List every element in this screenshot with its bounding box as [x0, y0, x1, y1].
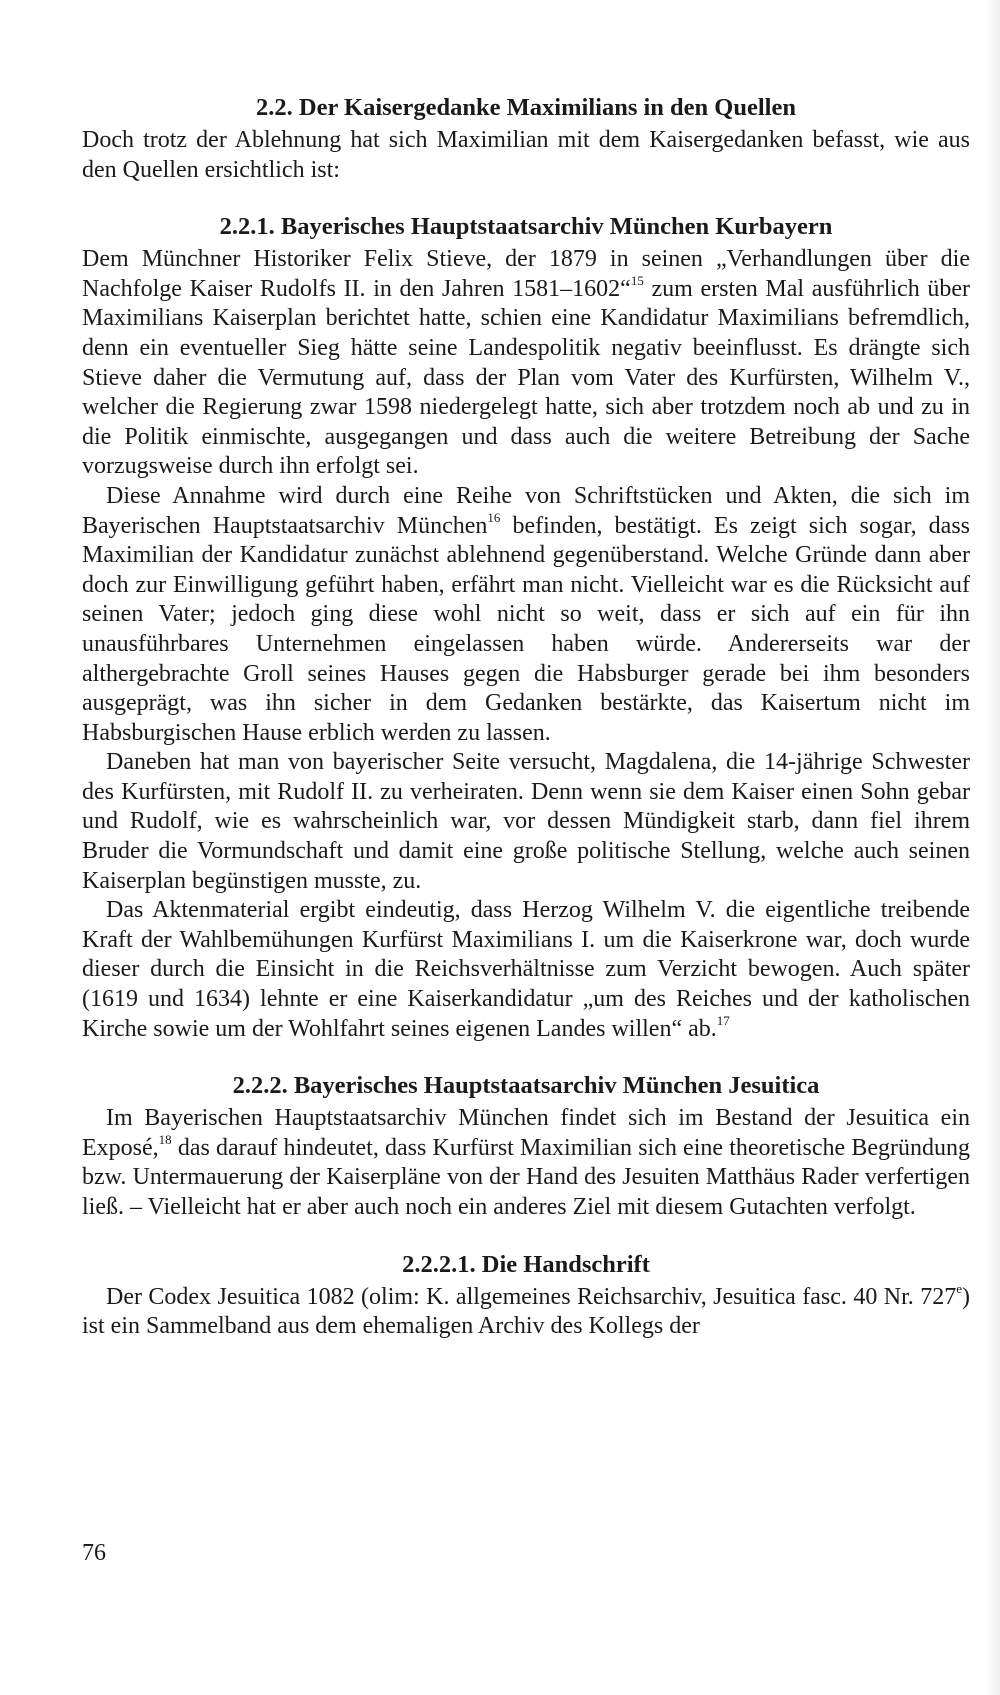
paragraph-text: ) ist ein Sammelband aus dem ehemaligen Archiv des Kollegs der [82, 1283, 970, 1340]
paragraph-codex [82, 1280, 970, 1342]
footnote-marker: 15 [630, 272, 644, 288]
footnote-marker: 18 [158, 1131, 172, 1147]
footnote-marker: 17 [716, 1012, 730, 1028]
page-body [82, 88, 970, 1342]
paragraph-text: Diese Annahme wird durch eine Reihe von Schriftstücken und Akten, die sich im Bayerischen Hauptstaatsarchiv München [82, 482, 970, 539]
superscript-marker: e [956, 1280, 962, 1296]
paragraph-expose [82, 1104, 970, 1222]
paragraph-text: befinden, bestätigt. Es zeigt sich sogar, dass Maximilian der Kandidatur zunächst ablehnend gegenüberstand. Welche Gründe dann aber doch zur Einwilligung geführt haben, erfährt man nicht. Vielleicht war es die Rücksicht auf seinen Vater; jedoch ging diese wohl nicht so weit, dass er sich auf ein für ihn unausführbares Unternehmen eingelassen haben würde. Andererseits war der althergebrachte Groll seines Hauses gegen die Habsburger gerade bei ihm besonders ausgeprägt, was ihn sicher in dem Gedanken bestärkte, das Kaisertum nicht im Habsburgischen Hause erblich werden zu lassen. [82, 512, 970, 746]
paragraph-text: Dem Münchner Historiker Felix Stieve, der 1879 in seinen „Verhandlungen über die Nachfolge Kaiser Rudolfs II. in den Jahren 1581–1602“ [82, 246, 970, 302]
paragraph-stieve [82, 245, 970, 482]
paragraph-text: zum ersten Mal ausführlich über Maximilians Kaiserplan berichtet hatte, schien eine Kandidatur Maximilians befremdlich, denn ein eventueller Sieg hätte seine Landespolitik negativ beeinflusst. Es drängte sich Stieve daher die Vermutung auf, dass der Plan vom Vater des Kurfürsten, Wilhelm V., welcher die Regierung zwar 1598 niedergelegt hatte, sich aber trotzdem noch ab und zu in die Politik einmischte, ausgegangen und dass auch die weitere Betreibung der Sache vorzugsweise durch ihn erfolgt sei. [82, 275, 971, 480]
paragraph-text: Der Codex Jesuitica 1082 (olim: K. allgemeines Reichsarchiv, Jesuitica fasc. 40 Nr. 727 [106, 1283, 957, 1310]
paragraph-annahme [82, 482, 970, 748]
footnote-marker: 16 [487, 509, 501, 525]
section-heading: 2.2. Der Kaisergedanke Maximilians in den Quellen [256, 94, 796, 121]
paragraph-text: das darauf hindeutet, dass Kurfürst Maximilian sich eine theoretische Begründung bzw. Untermauerung der Kaiserpläne von der Hand des Jesuiten Matthäus Rader verfertigen ließ. – Vielleicht hat er aber auch noch ein anderes Ziel mit diesem Gutachten verfolgt. [82, 1134, 970, 1220]
section-intro-paragraph: Doch trotz der Ablehnung hat sich Maximilian mit dem Kaisergedanken befasst, wie aus den Quellen ersichtlich ist: [82, 127, 970, 183]
subsection-heading-jesuitica: 2.2.2. Bayerisches Hauptstaatsarchiv München Jesuitica [232, 1072, 820, 1100]
page-edge-shadow [984, 0, 1000, 1695]
paragraph-text: Das Aktenmaterial ergibt eindeutig, dass Herzog Wilhelm V. die eigentliche treibende Kraft der Wahlbemühungen Kurfürst Maximilians I. um die Kaiserkrone war, doch wurde dieser durch die Einsicht in die Reichsverhältnisse zum Verzicht bewogen. Auch später (1619 und 1634) lehnte er eine Kaiserkandidatur „um des Reiches und der katholischen Kirche sowie um der Wohlfahrt seines eigenen Landes willen“ ab. [82, 897, 970, 1042]
page-number: 76 [82, 1540, 106, 1566]
paragraph-magdalena: Daneben hat man von bayerischer Seite versucht, Magdalena, die 14-jährige Schwester des Kurfürsten, mit Rudolf II. zu verheiraten. Denn wenn sie dem Kaiser einen Sohn gebar und Rudolf, wie es wahrscheinlich war, vor dessen Mündigkeit starb, dann fiel ihrem Bruder die Vormundschaft und damit eine große politische Stellung, welche auch seinen Kaiserplan begünstigen musste, zu. [82, 749, 970, 894]
subsection-heading-kurbayern: 2.2.1. Bayerisches Hauptstaatsarchiv München Kurbayern [219, 213, 833, 241]
paragraph-aktenmaterial [82, 896, 970, 1044]
subsubsection-heading-handschrift: 2.2.2.1. Die Handschrift [402, 1250, 650, 1278]
paragraph-text: Im Bayerischen Hauptstaatsarchiv München findet sich im Bestand der Jesuitica ein Exposé, [82, 1105, 970, 1161]
